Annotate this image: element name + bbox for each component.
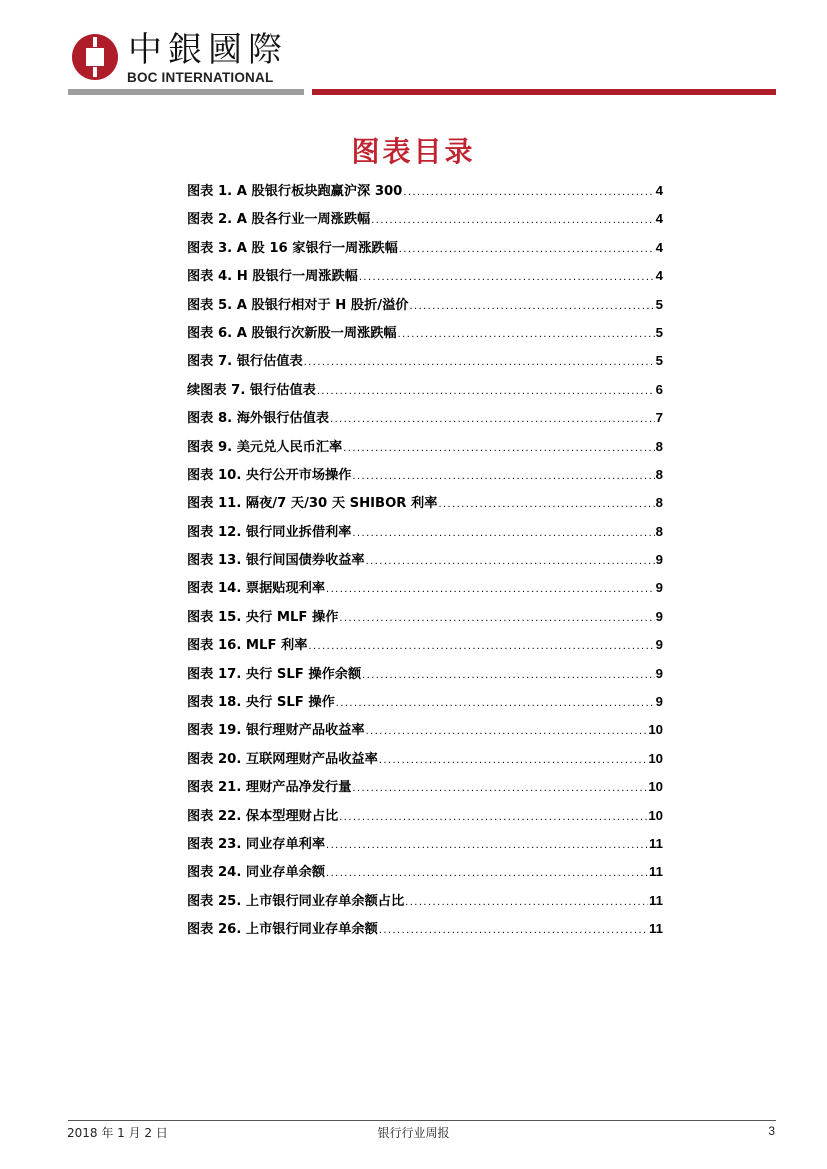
- toc-entry-label: 图表 20. 互联网理财产品收益率: [187, 751, 378, 767]
- toc-leader-dots: [308, 632, 654, 659]
- toc-entry[interactable]: [187, 518, 663, 546]
- toc-entry[interactable]: [187, 234, 663, 262]
- toc-entry-label: 图表 16. MLF 利率: [187, 638, 308, 654]
- toc-entry[interactable]: [187, 347, 663, 375]
- toc-leader-dots: [379, 746, 648, 773]
- toc-entry[interactable]: [187, 745, 663, 773]
- toc-entry-label: 图表 13. 银行间国债券收益率: [187, 553, 365, 569]
- toc-leader-dots: [352, 462, 654, 489]
- toc-entry-page: 9: [655, 665, 663, 681]
- toc-entry-page: 9: [655, 552, 663, 568]
- toc-entry[interactable]: [187, 716, 663, 744]
- toc-entry[interactable]: [187, 262, 663, 290]
- toc-leader-dots: [371, 206, 654, 233]
- header-rule-grey: [68, 89, 304, 95]
- toc-entry-page: 5: [655, 296, 663, 312]
- toc-entry-page: 8: [655, 495, 663, 511]
- toc-entry-page: 4: [655, 183, 663, 198]
- toc-entry-page: 8: [655, 523, 663, 539]
- toc-leader-dots: [352, 519, 654, 546]
- toc-entry-label: 图表 6. A 股银行次新股一周涨跌幅: [187, 325, 397, 341]
- toc-entry[interactable]: [187, 915, 663, 943]
- toc-entry-page: 10: [648, 779, 663, 795]
- toc-entry[interactable]: [187, 802, 663, 830]
- toc-entry[interactable]: [187, 631, 663, 659]
- toc-entry-label: 图表 15. 央行 MLF 操作: [187, 609, 339, 625]
- toc-entry-label: 图表 9. 美元兑人民币汇率: [187, 439, 343, 455]
- toc-leader-dots: [379, 916, 648, 943]
- toc-entry-label: 图表 1. A 股银行板块跑赢沪深 300: [187, 184, 403, 199]
- toc-entry-label: 图表 26. 上市银行同业存单余额: [187, 922, 378, 938]
- toc-list: [187, 177, 663, 944]
- toc-entry[interactable]: [187, 205, 663, 233]
- toc-entry[interactable]: [187, 177, 663, 205]
- toc-entry-label: 图表 2. A 股各行业一周涨跌幅: [187, 212, 371, 228]
- footer-rule: [68, 1120, 776, 1121]
- toc-leader-dots: [398, 320, 655, 347]
- toc-entry-label: 图表 17. 央行 SLF 操作余额: [187, 666, 362, 682]
- toc-entry-label: 图表 24. 同业存单余额: [187, 865, 326, 881]
- toc-entry-label: 图表 25. 上市银行同业存单余额占比: [187, 893, 405, 909]
- toc-entry-page: 9: [655, 637, 663, 653]
- toc-entry-label: 图表 18. 央行 SLF 操作: [187, 695, 335, 711]
- toc-leader-dots: [362, 661, 655, 688]
- toc-entry[interactable]: [187, 376, 663, 404]
- toc-entry-label: 图表 4. H 股银行一周涨跌幅: [187, 269, 358, 285]
- toc-entry-page: 9: [655, 608, 663, 624]
- toc-entry[interactable]: [187, 291, 663, 319]
- toc-entry-page: 8: [655, 438, 663, 454]
- toc-leader-dots: [438, 490, 654, 517]
- toc-entry-label: 图表 12. 银行同业拆借利率: [187, 524, 352, 540]
- toc-leader-dots: [343, 434, 654, 461]
- toc-leader-dots: [326, 859, 648, 886]
- toc-entry-label: 图表 8. 海外银行估值表: [187, 411, 330, 427]
- toc-entry-page: 11: [649, 892, 663, 908]
- toc-leader-dots: [399, 235, 655, 262]
- toc-entry-label: 图表 21. 理财产品净发行量: [187, 780, 352, 796]
- toc-entry[interactable]: [187, 404, 663, 432]
- toc-leader-dots: [366, 717, 648, 744]
- toc-leader-dots: [352, 774, 647, 801]
- toc-entry[interactable]: [187, 858, 663, 886]
- toc-entry-label: 图表 19. 银行理财产品收益率: [187, 723, 365, 739]
- toc-leader-dots: [366, 547, 655, 574]
- toc-leader-dots: [403, 178, 654, 205]
- toc-entry-page: 7: [655, 410, 663, 426]
- toc-leader-dots: [405, 888, 648, 915]
- boc-logo-icon: [72, 34, 118, 80]
- toc-entry[interactable]: [187, 546, 663, 574]
- toc-leader-dots: [330, 405, 655, 432]
- toc-entry-page: 5: [655, 353, 663, 369]
- toc-leader-dots: [317, 377, 655, 404]
- toc-entry-label: 图表 3. A 股 16 家银行一周涨跌幅: [187, 240, 398, 256]
- toc-entry-page: 11: [649, 835, 663, 851]
- toc-leader-dots: [336, 689, 655, 716]
- toc-entry[interactable]: [187, 830, 663, 858]
- toc-entry-page: 9: [655, 694, 663, 710]
- toc-entry[interactable]: [187, 574, 663, 602]
- toc-entry-page: 10: [648, 750, 663, 766]
- header-rule-red: [312, 89, 776, 95]
- toc-entry-label: 图表 22. 保本型理财占比: [187, 808, 339, 824]
- page-title: 图表目录: [351, 135, 476, 168]
- toc-entry[interactable]: [187, 603, 663, 631]
- toc-entry-page: 9: [655, 580, 663, 596]
- toc-entry-page: 4: [655, 239, 663, 255]
- toc-entry[interactable]: [187, 319, 663, 347]
- toc-leader-dots: [339, 604, 654, 631]
- toc-entry-page: 4: [655, 268, 663, 284]
- footer-date: 2018 年 1 月 2 日: [67, 1126, 168, 1140]
- toc-leader-dots: [326, 831, 648, 858]
- toc-entry-page: 11: [649, 921, 663, 937]
- toc-entry-page: 10: [648, 807, 663, 823]
- toc-entry[interactable]: [187, 887, 663, 915]
- logo-chinese-name: 中銀國際: [128, 30, 288, 70]
- toc-entry-page: 4: [655, 211, 663, 227]
- footer-report-title: 银行行业周报: [377, 1126, 450, 1140]
- toc-entry-page: 6: [655, 381, 663, 397]
- page-number: 3: [768, 1124, 775, 1138]
- toc-entry-page: 8: [655, 466, 663, 482]
- toc-entry[interactable]: [187, 688, 663, 716]
- toc-entry-label: 图表 10. 央行公开市场操作: [187, 467, 352, 483]
- toc-entry-page: 5: [655, 324, 663, 340]
- toc-entry-label: 图表 11. 隔夜/7 天/30 天 SHIBOR 利率: [187, 496, 438, 512]
- toc-entry[interactable]: [187, 433, 663, 461]
- toc-entry[interactable]: [187, 489, 663, 517]
- toc-entry[interactable]: [187, 773, 663, 801]
- toc-entry-label: 图表 5. A 股银行相对于 H 股折/溢价: [187, 297, 409, 313]
- toc-entry-label: 续图表 7. 银行估值表: [187, 382, 316, 398]
- toc-entry[interactable]: [187, 461, 663, 489]
- toc-entry-page: 11: [649, 864, 663, 880]
- toc-leader-dots: [339, 803, 647, 830]
- toc-entry-label: 图表 23. 同业存单利率: [187, 836, 326, 852]
- toc-leader-dots: [409, 292, 654, 319]
- toc-entry-page: 10: [648, 722, 663, 738]
- toc-leader-dots: [326, 575, 655, 602]
- logo-english-name: BOC INTERNATIONAL: [127, 70, 274, 85]
- toc-leader-dots: [304, 348, 655, 375]
- toc-entry-label: 图表 7. 银行估值表: [187, 354, 303, 370]
- toc-entry-label: 图表 14. 票据贴现利率: [187, 581, 326, 597]
- toc-leader-dots: [359, 263, 655, 290]
- toc-entry[interactable]: [187, 660, 663, 688]
